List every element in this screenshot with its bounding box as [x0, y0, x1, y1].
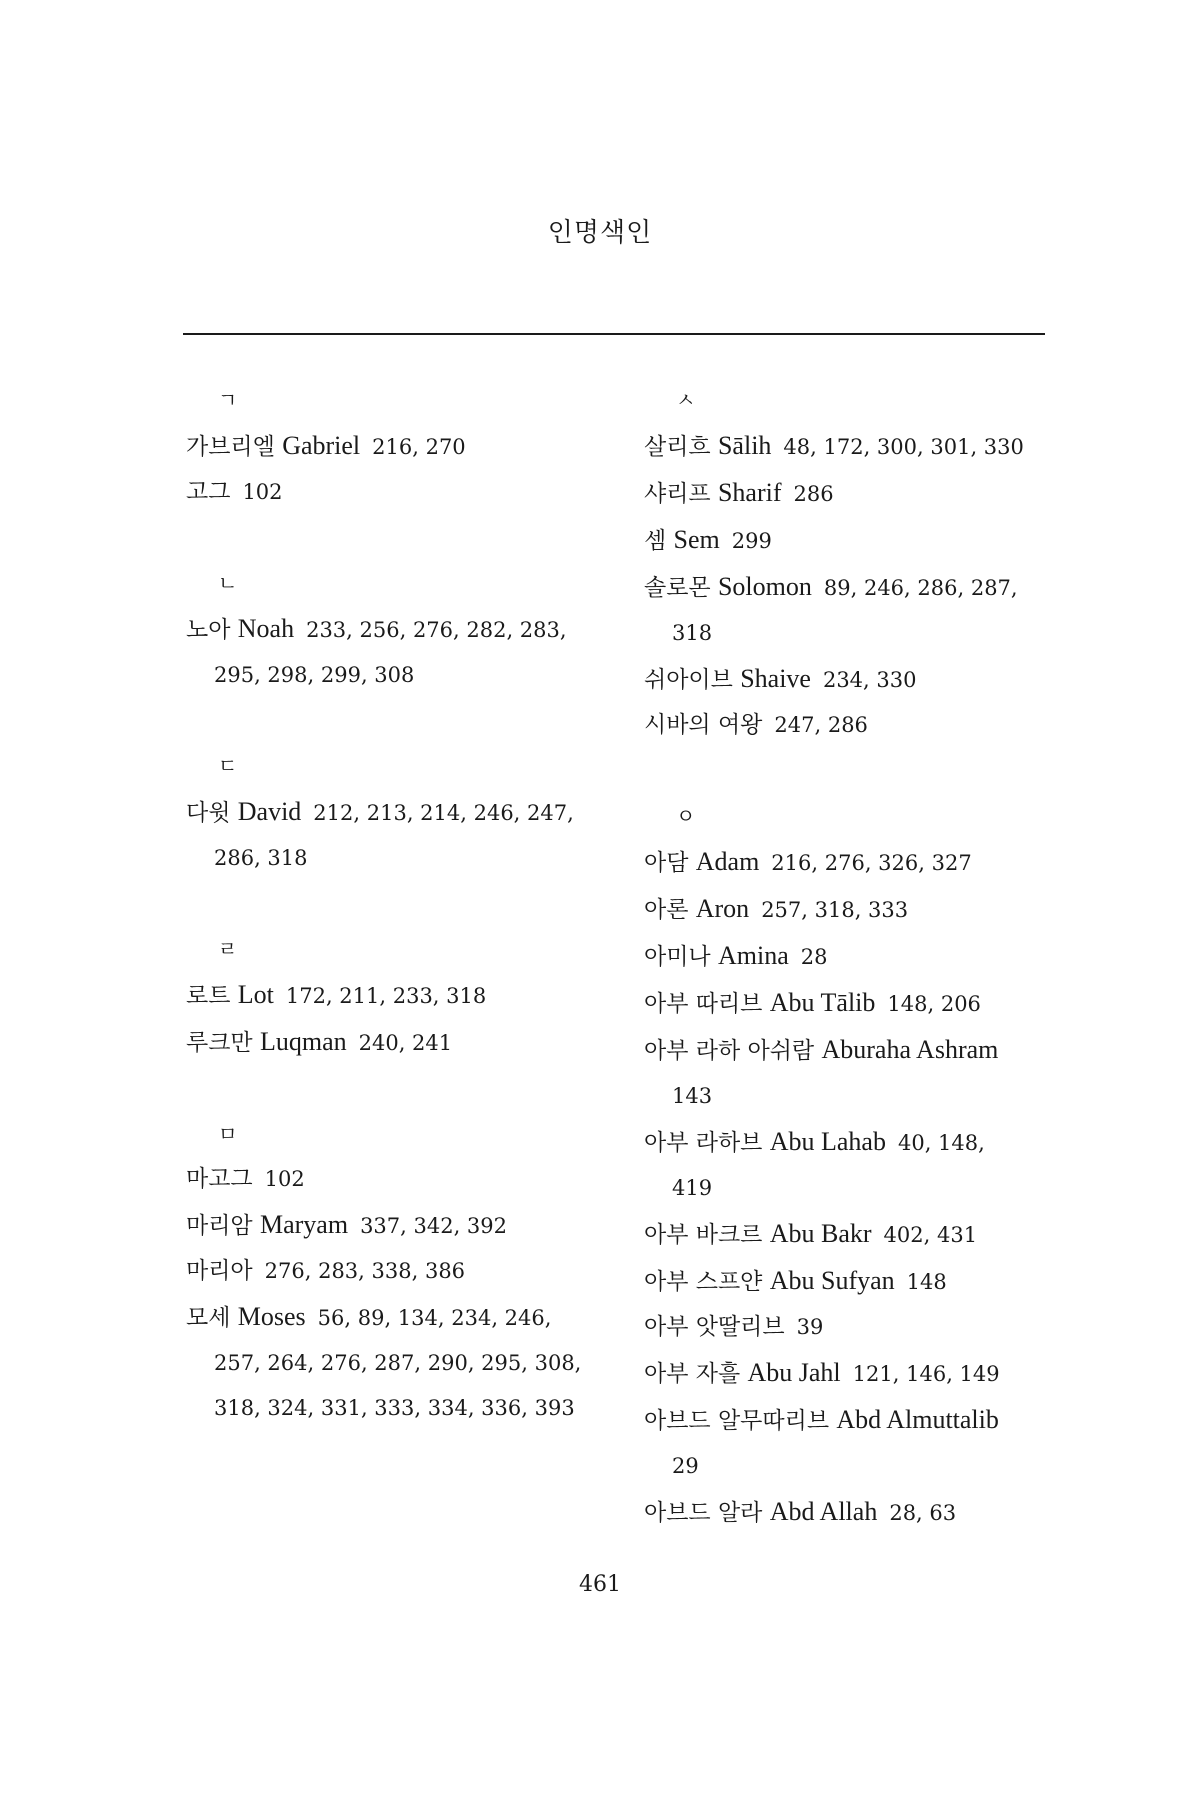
entry-pages-continued: 286, 318: [214, 846, 308, 870]
entry-latin-name: Lot: [237, 980, 274, 1009]
section-letter: ㄷ: [218, 754, 238, 778]
index-entry: [186, 789, 616, 836]
entry-pages: 247, 286: [774, 713, 868, 737]
entry-latin-name: Gabriel: [282, 431, 361, 460]
entry-pages: 233, 256, 276, 282, 283,: [306, 618, 567, 642]
index-entry: [186, 1249, 616, 1294]
index-section: [186, 927, 616, 1066]
entry-latin-name: Aburaha Ashram: [821, 1035, 999, 1064]
index-entry: [186, 1202, 616, 1249]
entry-korean-name: 아부 스프얀: [644, 1269, 763, 1295]
entry-latin-name: Aron: [695, 894, 750, 923]
index-section: [186, 378, 616, 515]
index-entry: [186, 1019, 616, 1066]
entry-korean-name: 고그: [186, 479, 231, 505]
right-index-column: [644, 378, 1074, 1536]
index-entry: [644, 1489, 1074, 1536]
index-entry: [186, 1157, 616, 1202]
index-section: [644, 794, 1074, 1536]
entry-pages: 89, 246, 286, 287,: [823, 576, 1018, 600]
entry-pages: 40, 148,: [897, 1131, 985, 1155]
entry-pages: 216, 270: [372, 435, 466, 459]
entry-latin-name: Abu Sufyan: [769, 1266, 895, 1295]
entry-korean-name: 루크만: [186, 1030, 253, 1056]
entry-korean-name: 아브드 알무따리브: [644, 1408, 830, 1434]
entry-korean-name: 마리암: [186, 1213, 253, 1239]
entry-pages: 402, 431: [883, 1223, 978, 1247]
index-entry: [644, 423, 1074, 470]
index-section: [186, 1112, 616, 1431]
entry-korean-name: 아브드 알라: [644, 1500, 763, 1526]
entry-latin-name: Abu Bakr: [769, 1219, 872, 1248]
entry-latin-name: Abd Almuttalib: [836, 1405, 999, 1434]
entry-korean-name: 아부 라하 아쉬람: [644, 1038, 815, 1064]
index-entry: [644, 517, 1074, 564]
entry-pages: 102: [242, 480, 283, 504]
index-entry: [644, 1305, 1074, 1350]
index-entry: [644, 1027, 1074, 1074]
entry-pages: 39: [796, 1315, 824, 1339]
entry-korean-name: 샤리프: [644, 481, 711, 507]
index-section: [186, 744, 616, 881]
entry-pages: 234, 330: [822, 668, 917, 692]
entry-pages-continued: 318: [672, 621, 713, 645]
entry-korean-name: 셈: [644, 528, 667, 554]
entry-pages: 212, 213, 214, 246, 247,: [313, 801, 574, 825]
entry-latin-name: Abu Jahl: [747, 1358, 841, 1387]
index-entry: [644, 703, 1074, 748]
index-entry: [644, 1211, 1074, 1258]
entry-latin-name: Solomon: [717, 572, 812, 601]
section-letter: ㄹ: [218, 937, 238, 961]
entry-korean-name: 로트: [186, 983, 231, 1009]
entry-pages-continued: 257, 264, 276, 287, 290, 295, 308,: [214, 1351, 582, 1375]
index-entry: [186, 423, 616, 470]
entry-korean-name: 쉬아이브: [644, 667, 733, 693]
index-entry: [644, 1258, 1074, 1305]
entry-pages: 299: [731, 529, 772, 553]
index-entry: [644, 1119, 1074, 1166]
entry-pages: 48, 172, 300, 301, 330: [783, 435, 1024, 459]
entry-korean-name: 아미나: [644, 944, 711, 970]
index-entry: [186, 972, 616, 1019]
entry-korean-name: 다윗: [186, 800, 231, 826]
section-letter: ㅇ: [676, 804, 696, 828]
page-title: 인명색인: [547, 218, 653, 248]
entry-pages-continued: 318, 324, 331, 333, 334, 336, 393: [214, 1396, 575, 1420]
entry-latin-name: Luqman: [259, 1027, 347, 1056]
section-letter: ㅅ: [676, 388, 696, 412]
index-entry: [644, 1350, 1074, 1397]
entry-korean-name: 아부 따리브: [644, 991, 763, 1017]
entry-korean-name: 솔로몬: [644, 575, 711, 601]
entry-pages-continued: 143: [672, 1084, 713, 1108]
entry-pages: 56, 89, 134, 234, 246,: [317, 1306, 552, 1330]
entry-pages: 337, 342, 392: [360, 1214, 508, 1238]
entry-pages: 216, 276, 326, 327: [771, 851, 972, 875]
entry-korean-name: 모세: [186, 1305, 231, 1331]
entry-latin-name: Abd Allah: [769, 1497, 878, 1526]
index-entry: [186, 606, 616, 653]
entry-latin-name: Sem: [673, 525, 720, 554]
entry-latin-name: Maryam: [259, 1210, 349, 1239]
entry-korean-name: 아부 라하브: [644, 1130, 763, 1156]
index-entry: [186, 470, 616, 515]
section-letter: ㄱ: [218, 388, 238, 412]
entry-latin-name: David: [237, 797, 302, 826]
entry-pages: 172, 211, 233, 318: [285, 984, 487, 1008]
entry-pages: 121, 146, 149: [852, 1362, 1000, 1386]
entry-korean-name: 아부 앗딸리브: [644, 1314, 785, 1340]
index-entry: [186, 1294, 616, 1341]
entry-korean-name: 가브리엘: [186, 434, 275, 460]
entry-korean-name: 아론: [644, 897, 689, 923]
section-letter: ㅁ: [218, 1122, 238, 1146]
index-entry: [644, 980, 1074, 1027]
entry-korean-name: 아담: [644, 850, 689, 876]
entry-korean-name: 아부 자흘: [644, 1361, 741, 1387]
section-letter: ㄴ: [218, 571, 238, 595]
entry-korean-name: 마고그: [186, 1166, 253, 1192]
index-section: [186, 561, 616, 698]
entry-pages: 286: [793, 482, 834, 506]
index-entry: [644, 1397, 1074, 1444]
entry-pages-continued: 29: [672, 1454, 699, 1478]
entry-latin-name: Sharif: [717, 478, 782, 507]
entry-pages: 28: [800, 945, 828, 969]
entry-korean-name: 살리흐: [644, 434, 711, 460]
entry-korean-name: 마리아: [186, 1258, 253, 1284]
left-index-column: [186, 378, 616, 1431]
entry-latin-name: Adam: [695, 847, 760, 876]
entry-latin-name: Amina: [717, 941, 789, 970]
entry-pages: 276, 283, 338, 386: [264, 1259, 466, 1283]
index-entry: [644, 564, 1074, 611]
index-entry: [644, 839, 1074, 886]
index-entry: [644, 470, 1074, 517]
entry-latin-name: Sālih: [717, 431, 772, 460]
entry-pages: 148: [906, 1270, 947, 1294]
entry-korean-name: 노아: [186, 617, 231, 643]
entry-pages: 148, 206: [887, 992, 981, 1016]
entry-latin-name: Abu Lahab: [769, 1127, 886, 1156]
entry-latin-name: Moses: [237, 1302, 306, 1331]
index-entry: [644, 933, 1074, 980]
index-entry: [644, 656, 1074, 703]
page-number: 461: [579, 1572, 621, 1597]
header-rule: [183, 333, 1045, 335]
entry-pages: 28, 63: [889, 1501, 957, 1525]
entry-pages: 240, 241: [358, 1031, 453, 1055]
entry-pages: 102: [264, 1167, 305, 1191]
entry-latin-name: Abu Tālib: [769, 988, 876, 1017]
entry-korean-name: 시바의 여왕: [644, 712, 763, 738]
entry-pages-continued: 419: [672, 1176, 713, 1200]
entry-pages: 257, 318, 333: [761, 898, 909, 922]
entry-latin-name: Noah: [237, 614, 295, 643]
index-entry: [644, 886, 1074, 933]
entry-korean-name: 아부 바크르: [644, 1222, 763, 1248]
entry-pages-continued: 295, 298, 299, 308: [214, 663, 415, 687]
entry-latin-name: Shaive: [740, 664, 811, 693]
index-section: [644, 378, 1074, 748]
